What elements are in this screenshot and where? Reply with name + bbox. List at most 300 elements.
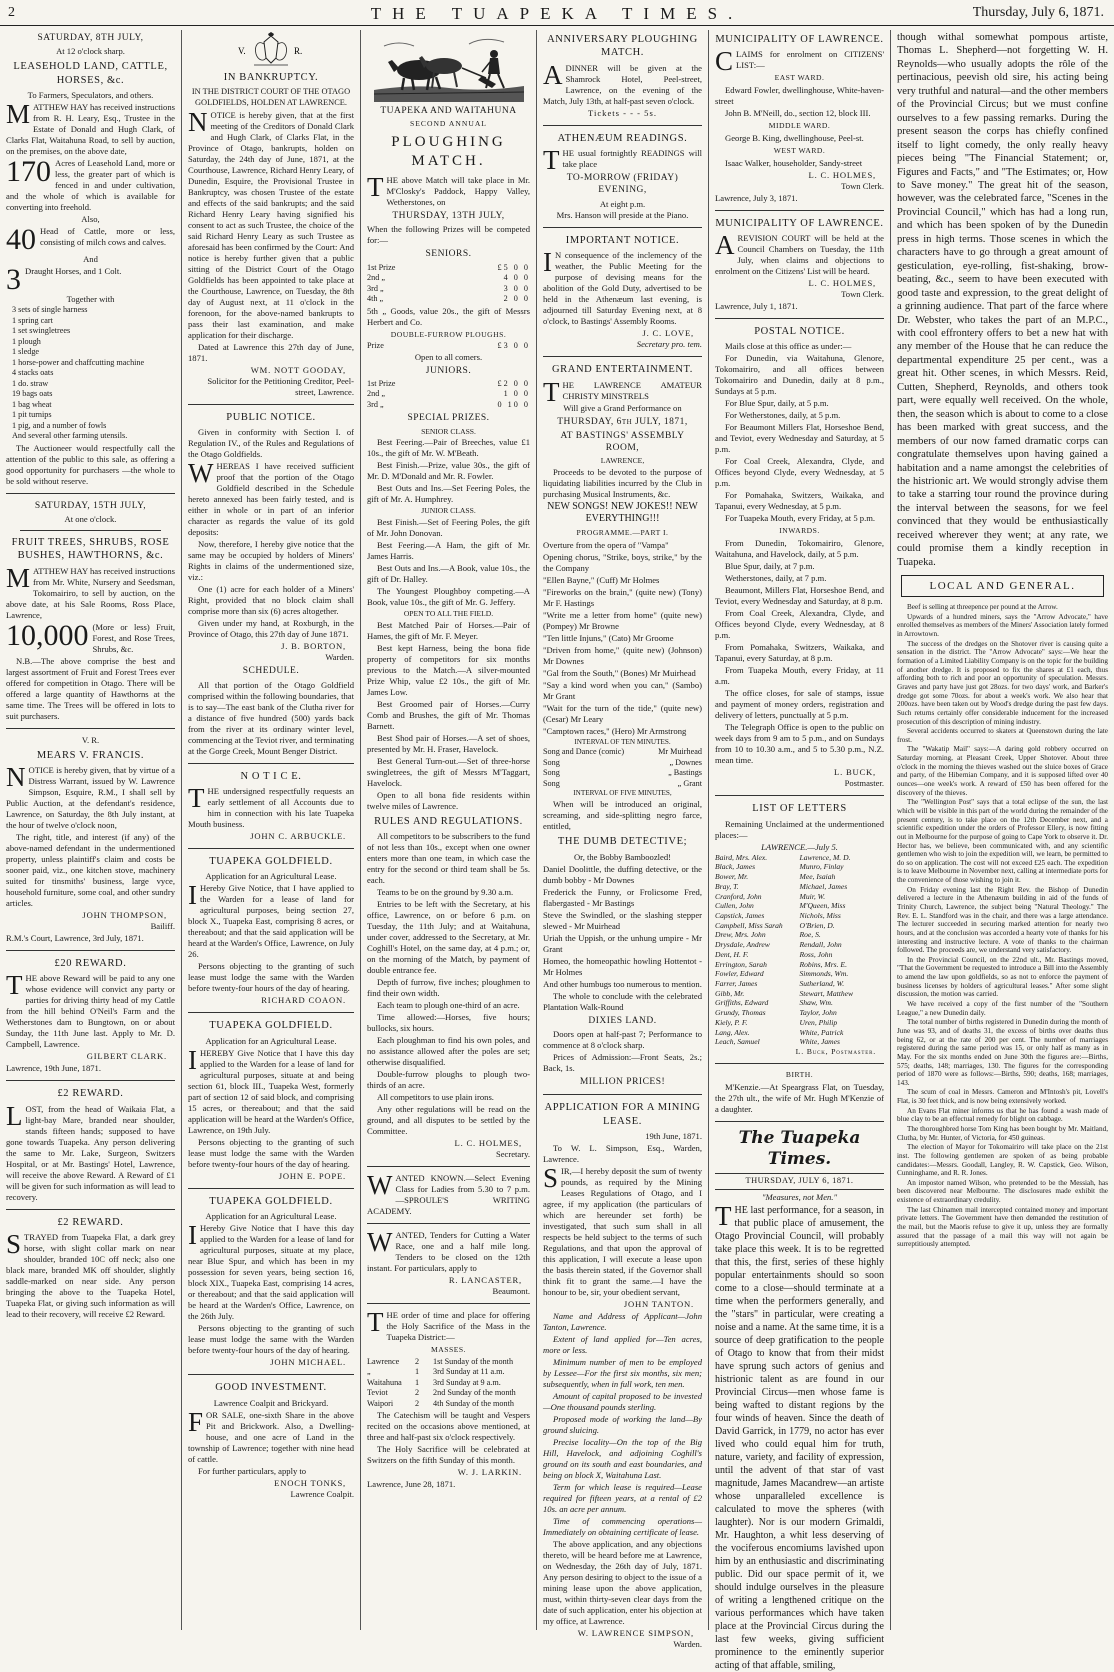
notice-heading: POSTAL NOTICE. bbox=[754, 326, 845, 338]
notice-heading: MUNICIPALITY OF LAWRENCE. bbox=[715, 34, 884, 45]
lease-application: SIR,—I hereby deposit the sum of twenty pounds, as required by the Mining Leases Regulations of Otago, and I agree, if my application (the particulars of which are hereunder set forth) be investigated, that such sum shall in all respects be held subject to the terms of such Regulations, and that upon the approval of this application, I will execute a lease upon the basis therein stated, if the Governor shall think fit to grant the same.—I have the honour to be, sir, your obedient servant, bbox=[543, 1163, 702, 1298]
letters-place: LAWRENCE.—July 5. bbox=[761, 841, 838, 852]
mass-row bbox=[367, 1367, 530, 1378]
signature-role: Warden. bbox=[325, 652, 354, 663]
signature: JOHN THOMPSON, bbox=[82, 910, 167, 920]
public-notice-body: Given under my hand, at Roxburgh, in the Province of Otago, this 27th day of June 1871. bbox=[188, 618, 354, 640]
mass-place: Lawrence bbox=[367, 1356, 400, 1366]
lot-number: 170 bbox=[6, 155, 51, 189]
mass-count: 2 bbox=[415, 1398, 420, 1408]
prize-row bbox=[367, 263, 530, 274]
notice-heading: TUAPEKA GOLDFIELD. bbox=[209, 855, 333, 867]
court-heading: IN THE DISTRICT COURT OF THE OTAGO GOLDFIELDS, HOLDEN AT LAWRENCE. bbox=[191, 87, 351, 108]
rule: Time allowed:—Horses, five hours; bullocks, six hours. bbox=[367, 1012, 530, 1034]
editorial-date: THURSDAY, JULY 6, 1871. bbox=[745, 1176, 854, 1186]
class-subheading: OPEN TO ALL THE FIELD. bbox=[403, 609, 494, 619]
farce-title: THE DUMB DETECTIVE; bbox=[557, 836, 688, 848]
class-heading: SPECIAL PRIZES. bbox=[407, 413, 490, 424]
ward-heading: MIDDLE WARD. bbox=[768, 121, 831, 131]
dateline: Lawrence, July 1, 1871. bbox=[715, 301, 798, 312]
minstrels-venue: AT BASTINGS' ASSEMBLY ROOM, bbox=[560, 430, 685, 453]
list-item: Farrer, James bbox=[715, 978, 758, 988]
column-2 bbox=[181, 30, 360, 1630]
list-item: M'Queen, Miss bbox=[799, 901, 846, 911]
mass-notice: THE order of time and place for offering the Holy Sacrifice of the Mass in the Tuapeka District:— bbox=[367, 1307, 530, 1343]
programme-item: "Write me a letter from home" (quite new) (Pompey) Mr Browne bbox=[543, 610, 702, 631]
paper-title: THE TUAPEKA TIMES. bbox=[370, 4, 744, 23]
mass-row bbox=[367, 1378, 530, 1389]
cast-item: Daniel Doolittle, the duffing detective, or the dumb bobby - Mr Downes bbox=[543, 863, 702, 885]
mass-note: The Catechism will be taught and Vespers recited on the occasions above mentioned, at three and half-past six o'clock respectively. bbox=[367, 1410, 530, 1443]
meeting-notice: IN consequence of the inclemency of the weather, the Public Meeting for the purpose of devising means for the abolition of the Gold Duty, advertised to be held in the Athenæum last evening, is adjourned till Saturday Evening next, at 8 o'clock, to Bastings' Assembly Rooms. bbox=[543, 247, 702, 327]
lease-detail: Name and Address of Applicant—John Tanton, Lawrence. bbox=[543, 1311, 702, 1333]
mass-time: 3rd Sunday at 11 a.m. bbox=[433, 1367, 505, 1377]
list-item: Michael, James bbox=[799, 881, 848, 891]
notice-heading: ANNIVERSARY PLOUGHING MATCH. bbox=[547, 34, 698, 59]
sale-title: LEASEHOLD LAND, CATTLE, HORSES, &c. bbox=[13, 61, 168, 86]
lot-40 bbox=[6, 223, 175, 257]
masthead bbox=[0, 0, 1114, 26]
list-item: 1 plough bbox=[12, 336, 41, 346]
match-org: TUAPEKA AND WAITAHUNA bbox=[380, 106, 517, 116]
distress-notice: NOTICE is hereby given, that by virtue of a Distress Warrant, issued by W. Lawrence Simpson, Esquire, R.M., I shall sell by Public Auction, at the defendant's residence, Lawrence, on Saturday, the 8th July instant, at the hour of twelve o'clock noon, bbox=[6, 762, 175, 830]
notice-heading: ATHENÆUM READINGS. bbox=[557, 132, 688, 144]
programme-item: "Say a kind word when you can," (Sambo) Mr Grant bbox=[543, 680, 702, 701]
prize-row bbox=[367, 341, 530, 352]
readings-notice: THE usual fortnightly READINGS will take place bbox=[543, 145, 702, 176]
residency-note: Open to all bona fide residents within twelve miles of Lawrence. bbox=[367, 789, 530, 811]
mail-schedule: For Pomahaka, Switzers, Waikaka, and Tapanui, every Wednesday, at 5 p.m. bbox=[715, 490, 884, 512]
programme-row bbox=[543, 747, 702, 758]
special-prize: Best Shod pair of Horses.—A set of shoes, presented by Mr. H. Fraser, Havelock. bbox=[367, 732, 530, 754]
editorial-body: THE last performance, for a season, in that public place of amusement, the Otago Provincial Council, will probably take place this week. It is to be regretted that this, the first, series of these highly popular entertainments should so soon come to a close—should terminate at a time when the performers generally, and the "stars" in particular, were creating a noise and a name. At the same time, it is a source of deep gratification to the people of Otago to know that from their midst have sprung such actors of genius and histrionic talent as are found in our Provincial Circus—men whose fame is being wafted to distant regions by the four winds of heaven. Since the death of David Garrick, in 1779, no actor has ever lived who could equal him for truth, nature, variety, and facility of expression, until the advent of that star of vast magnitude, James Macandrew—an artiste whose unparalleled excellence is calculated to move the spheres (with laughter). Nor is our modern Grimaldi, Mr. Haughton, a whit less deserving of the vociferous encomiums lavished upon him by an enthusiastic and discriminating public. Did our space permit of it, we should indulge ourselves in the pleasure of writing a lengthened critique on the various performances which have taken place at the Provincial Circus during the last few weeks, giving sufficient prominence to the eminently superior acting of that affable, smiling, bbox=[715, 1200, 884, 1671]
list-item: Cullen, John bbox=[715, 901, 754, 911]
programme-performer: Mr Muirhead bbox=[658, 747, 702, 757]
lease-objection: Persons objecting to the granting of such lease must lodge the same with the Warden before twenty-four hours of the day of hearing. bbox=[188, 1323, 354, 1356]
special-prize: Best Finish.—Set of Feering Poles, the gift of Mr. John Donovan. bbox=[367, 517, 530, 539]
prize-amount: 4 0 0 bbox=[503, 273, 530, 283]
prices-note: Prices of Admission:—Front Seats, 2s.; Back, 1s. bbox=[543, 1052, 702, 1074]
notice-heading: TUAPEKA GOLDFIELD. bbox=[209, 1195, 333, 1207]
mass-count: 1 bbox=[415, 1377, 420, 1387]
list-item: Lang, Alex. bbox=[715, 1027, 750, 1037]
ward-claim: John B. M'Neill, do., section 12, block III. bbox=[725, 108, 871, 119]
mail-schedule: For Beaumont Millers Flat, Horseshoe Bend, and Teviot, every Wednesday and Saturday, at 5 p.m. bbox=[715, 422, 884, 455]
lot-3 bbox=[6, 263, 175, 297]
prize-place: 4th „ bbox=[367, 294, 384, 304]
mass-time: 1st Sunday of the month bbox=[433, 1356, 514, 1366]
interval-note: INTERVAL OF TEN MINUTES. bbox=[574, 738, 671, 746]
special-prize: Best kept Harness, being the bona fide property of competitors for six months previous to the Match.—A silver-mounted Prize Whip, value £2 10s., the gift of Mr. James Low. bbox=[367, 642, 530, 697]
list-item: Ross, John bbox=[799, 949, 833, 959]
programme-item: "Driven from home," (quite new) (Johnson) Mr Downes bbox=[543, 645, 702, 666]
rule: Double-furrow ploughs to plough two-thirds of an acre. bbox=[367, 1069, 530, 1091]
notice-subheading: Application for an Agricultural Lease. bbox=[205, 1211, 337, 1222]
list-item: Mee, Isaiah bbox=[799, 872, 836, 882]
ward-claim: George B. King, dwellinghouse, Peel-st. bbox=[725, 132, 864, 143]
list-item: Drew, Mrs. John bbox=[715, 930, 766, 940]
issue-date: Thursday, July 6, 1871. bbox=[972, 5, 1104, 20]
programme-row bbox=[543, 779, 702, 790]
list-item: Munro, Finlay bbox=[799, 862, 844, 872]
mail-schedule: For Blue Spur, daily, at 5 p.m. bbox=[725, 398, 829, 409]
signature-role: Beaumont. bbox=[492, 1286, 530, 1297]
notice-subheading: Application for an Agricultural Lease. bbox=[205, 1035, 337, 1046]
readings-piano: Mrs. Hanson will preside at the Piano. bbox=[556, 209, 689, 220]
rule: Entries to be left with the Secretary, at his office, Lawrence, on or before 6 p.m. on Tuesday, the 11th July; and at Waitahuna, under cover, addressed to the Secretary, at Mr. Coghill's Hotel, on the same day, at 4 p.m.; or, on the morning of the Match, by payment of double entrance fee. bbox=[367, 899, 530, 976]
list-item: Campbell, Miss Sarah bbox=[715, 920, 783, 930]
local-general-heading: LOCAL AND GENERAL. bbox=[901, 575, 1104, 597]
notice-subheading: Application for an Agricultural Lease. bbox=[205, 871, 337, 882]
auction-notice: MATTHEW HAY has received instructions from Mr. White, Nursery and Seedsman, Tokomairiro, to sell by auction, on the above date, at his Sale Rooms, Ross Place, Lawrence, bbox=[6, 562, 175, 620]
wanted-notice: WANTED KNOWN.—Select Evening Class for Ladies from 5.30 to 7 p.m. —SPROULE'S WRITING ACADEMY. bbox=[367, 1170, 530, 1217]
list-item: Stewart, Matthew bbox=[799, 988, 854, 998]
special-prize: Best Groomed pair of Horses.—Curry Comb and Brushes, the gift of Mr. Thomas Barnett. bbox=[367, 698, 530, 731]
notice-heading: GOOD INVESTMENT. bbox=[215, 1382, 327, 1394]
vr-label: V. R. bbox=[81, 734, 100, 745]
mail-schedule: For Wetherstones, daily, at 5 p.m. bbox=[725, 410, 841, 421]
list-item: Leach, Samuel bbox=[715, 1037, 760, 1047]
signature-role: Town Clerk. bbox=[841, 180, 884, 191]
finale-note: The whole to conclude with the celebrated Plantation Walk-Round bbox=[543, 990, 702, 1012]
rule: Depth of furrow, five inches; ploughmen to find their own width. bbox=[367, 977, 530, 999]
programme-item: "Ten little Injuns," (Cato) Mr Groome bbox=[543, 633, 674, 643]
lease-detail: Time of commencing operations—Immediately on obtaining certificate of lease. bbox=[543, 1516, 702, 1538]
signature: L. C. HOLMES, bbox=[808, 169, 876, 180]
list-item: 1 do. straw bbox=[12, 378, 49, 388]
mass-count: 2 bbox=[415, 1356, 420, 1366]
rules-heading: RULES AND REGULATIONS. bbox=[374, 815, 523, 827]
news-item: Beef is selling at threepence per pound at the Arrow. bbox=[907, 603, 1058, 612]
special-prize: Best Finish.—Prize, value 30s., the gift of Mr. D. M'Donald and Mr. R. Fowler. bbox=[367, 460, 530, 482]
match-title: PLOUGHING MATCH. bbox=[391, 133, 506, 170]
notice-heading: TUAPEKA GOLDFIELD. bbox=[209, 1020, 333, 1032]
cast-item: Steve the Swindled, or the slashing stepper slewed - Mr Muirhead bbox=[543, 909, 702, 931]
cast-item: Homeo, the homeopathic howling Hottentot - Mr Holmes bbox=[543, 955, 702, 977]
list-item: 4 stacks oats bbox=[12, 368, 54, 378]
programme-performer: „ Grant bbox=[677, 778, 702, 788]
reward-heading: £2 REWARD. bbox=[57, 1216, 124, 1228]
lease-detail: Term for which lease is required—Lease required for fifteen years, at a rental of £2 10s. an acre per annum. bbox=[543, 1482, 702, 1515]
news-item: We have received a copy of the first number of the "Southern League," a new Dunedin daily. bbox=[897, 1000, 1108, 1017]
minstrels-date: THURSDAY, 6th JULY, 1871, bbox=[557, 416, 688, 427]
column-4 bbox=[536, 30, 708, 1650]
mail-schedule: From Dunedin, Tokomairiro, Glenore, Waitahuna, and Havelock, daily, at 5 p.m. bbox=[715, 538, 884, 560]
news-item: In the Provincial Council, on the 22nd ult., Mr. Bastings moved, "That the Government be requested to introduce a Bill into the Assembly to amend the law upon goldfields, so as not to enforce the payment of business licenses by holders of agricultural leases." After some slight discussion, the motion was carried. bbox=[897, 955, 1108, 999]
lease-notice: IHereby Give Notice, that I have applied to the Warden for a lease of land for agricultural purposes, being section 27, block X., Tuapeka East, comprising 8 acres, or thereabout; and that the said application will be heard at the Warden's Office, Lawrence, on July 26. bbox=[188, 880, 354, 960]
prize-row bbox=[367, 389, 530, 400]
prize-fifth: 5th „ Goods, value 20s., the gift of Messrs Herbert and Co. bbox=[367, 305, 530, 327]
mass-place: Waipori bbox=[367, 1398, 394, 1408]
prize-row bbox=[367, 284, 530, 295]
programme-item: "Fireworks on the brain," (quite new) (Tony) Mr F. Hastings bbox=[543, 587, 702, 608]
rule: Each team to plough one-third of an acre. bbox=[377, 1000, 520, 1011]
list-item: Grundy, Thomas bbox=[715, 1008, 766, 1018]
mass-count: 1 bbox=[415, 1367, 420, 1377]
prize-row bbox=[367, 273, 530, 284]
prize-amount: 2 0 0 bbox=[503, 294, 530, 304]
cast-item: Uriah the Uppish, or the unhung umpire - Mr Grant bbox=[543, 932, 702, 954]
programme-heading: PROGRAMME.—PART I. bbox=[576, 528, 669, 538]
signature-role: Town Clerk. bbox=[841, 289, 884, 300]
birth-heading: BIRTH. bbox=[785, 1069, 814, 1079]
list-item: 1 pit turnips bbox=[12, 410, 52, 420]
list-item: Black, James bbox=[715, 862, 756, 872]
signature: L. Buck, Postmaster. bbox=[795, 1047, 876, 1056]
column-5 bbox=[708, 30, 890, 1671]
list-item: Muir, W. bbox=[799, 891, 826, 901]
royal-arms-v: V. bbox=[238, 46, 246, 56]
lease-addressee: To W. L. Simpson, Esq., Warden, Lawrence. bbox=[543, 1143, 702, 1165]
mail-schedule: From Coal Creek, Alexandra, Clyde, and Offices beyond Clyde, every Wednesday, at 8 p.m. bbox=[715, 608, 884, 641]
auction-notice: MATTHEW HAY has received instructions from R. H. Leary, Esq., Trustee in the Estate of Donald and Hugh Clark, of Clarks Flat, Waitahuna Road, to sell by auction, on the premises, on the above date, bbox=[6, 99, 175, 157]
list-item: White, James bbox=[799, 1037, 840, 1047]
sale-items bbox=[6, 305, 175, 442]
news-item: The thoroughbred horse Tom King has been bought by Mr. Maitland, Clutha, by Mr. Hunter, of Victoria, for 450 guineas. bbox=[897, 1125, 1108, 1142]
signature: RICHARD COAON. bbox=[261, 995, 346, 1006]
telegraph-hours: The Telegraph Office is open to the public on week days from 9 am to 5 p.m., and on Sundays from 10 to 10.30 a.m., and 5 to 5.30 p.m., N.Z. mean time. bbox=[715, 722, 884, 766]
list-item: And several other farming utensils. bbox=[12, 431, 128, 441]
rule: All competitors to use plain irons. bbox=[377, 1092, 494, 1103]
farce-intro: When will be introduced an original, screaming, and side-splitting negro farce, entitled, bbox=[543, 799, 702, 832]
prize-place: 3rd „ bbox=[367, 283, 384, 293]
rule: Each ploughman to find his own poles, and no assistance allowed after the poles are set; otherwise disqualified. bbox=[367, 1035, 530, 1068]
programme-item: Opening chorus, "Strike, boys, strike," by the the Company bbox=[543, 552, 702, 573]
minstrels-intro: Will give a Grand Performance on bbox=[563, 402, 682, 413]
public-notice-body: WHEREAS I have received sufficient proof that the portion of the Otago Goldfield described in the Schedule hereto annexed has been fairly tested, and is either in whole or in part of an inferior character as regards the value of its gold deposits: bbox=[188, 458, 354, 538]
birth-notice: M'Kenzie.—At Speargrass Flat, on Tuesday, the 27th ult., the wife of Mr. Hugh M'Kenzie of a daughter. bbox=[715, 1081, 884, 1114]
notice-heading: MUNICIPALITY OF LAWRENCE. bbox=[715, 217, 884, 229]
ward-claim: Edward Fowler, dwellinghouse, White-haven-street bbox=[715, 85, 884, 107]
list-item: 1 horse-power and chaffcutting machine bbox=[12, 357, 145, 367]
notice-heading: GRAND ENTERTAINMENT. bbox=[552, 364, 693, 376]
signature: GILBERT CLARK. bbox=[86, 1051, 167, 1062]
match-notice: THE above Match will take place in Mr. M'Closky's Paddock, Happy Valley, Wetherstones, on bbox=[367, 172, 530, 208]
prize-amount: 1 0 0 bbox=[503, 389, 530, 399]
mass-time: 4th Sunday of the month bbox=[433, 1398, 514, 1408]
rule: All competitors to be subscribers to the fund of not less than 10s., except when one owner enters more than one team, in which case the entry for the second or third team shall be 5s. each. bbox=[367, 831, 530, 886]
prize-amount: £2 0 0 bbox=[497, 378, 530, 388]
news-item: The scum of coal in Messrs. Cameron and M'Intosh's pit, Lovell's Flat, is 30 feet thick, and is now being extensively worked. bbox=[897, 1088, 1108, 1106]
programme-act: Song bbox=[543, 778, 560, 788]
notice-heading: PUBLIC NOTICE. bbox=[226, 411, 316, 423]
masses-heading: MASSES. bbox=[431, 1345, 466, 1355]
auctioneer-note: The Auctioneer would respectfully call the attention of the public to this sale, as offering a good opportunity for purchasers —the whole to be sold without reserve. bbox=[6, 442, 175, 486]
letters-col-right bbox=[800, 853, 885, 1047]
editorial-masthead: The Tuapeka Times. bbox=[738, 1127, 861, 1170]
lot-number: 40 bbox=[6, 223, 36, 257]
programme-act: Song bbox=[543, 757, 560, 767]
million-prices: MILLION PRICES! bbox=[579, 1077, 666, 1088]
programme-act: Song and Dance (comic) bbox=[543, 747, 625, 757]
sale-date-heading: SATURDAY, 15TH JULY, bbox=[34, 500, 147, 511]
news-item: An Evans Flat miner informs us that he has found a wash made of blue clay to be an effectual remedy for blight on cabbage. bbox=[897, 1106, 1108, 1124]
dateline: Lawrence, July 3, 1871. bbox=[715, 192, 798, 203]
dinner-notice: ADINNER will be given at the Shamrock Hotel, Peel-street, Lawrence, on the evening of the Match, July 13th, at half-past seven o'clock. bbox=[543, 59, 702, 106]
match-edition: SECOND ANNUAL bbox=[410, 119, 487, 129]
lease-detail: Precise locality—On the top of the Big Hill, Havelock, and adjoining Coghill's ground on its south and east boundaries, and being on block X, Waitahuna Last. bbox=[543, 1437, 702, 1481]
list-item: 1 pig, and a number of fowls bbox=[12, 420, 107, 430]
schedule-body: All that portion of the Otago Goldfield comprised within the following boundaries, that is to say—The east bank of the Clutha river for a distance of five hundred (500) yards back from the river at its ordinary winter level, commencing at the Teviot river, and terminating at the Gorge Creek, Mount Benger District. bbox=[188, 679, 354, 756]
special-prize: Best Feering.—A Ham, the gift of Mr. James Harris. bbox=[367, 540, 530, 562]
programme-row bbox=[543, 758, 702, 769]
signature-role: Warden. bbox=[673, 1639, 702, 1650]
sale-notice: FOR SALE, one-sixth Share in the above Pit and Brickwork. Also, a Dwelling-house, and one acre of Land in the township of Lawrence; together with nine head of cattle. bbox=[188, 1406, 354, 1464]
news-item: An impostor named Wilson, who pretended to be the Messiah, has been discovered near Melbourne. The disclosures made exhibit the existence of extraordinary credulity. bbox=[897, 1178, 1108, 1205]
special-prize: Best Feering.—Pair of Breeches, value £1 10s., the gift of Mr. W. M'Beath. bbox=[367, 437, 530, 459]
lot-10000 bbox=[6, 618, 175, 655]
sale-title: FRUIT TREES, SHRUBS, ROSE BUSHES, HAWTHORNS, &c. bbox=[11, 536, 170, 562]
letters-col-left bbox=[715, 853, 800, 1047]
news-item: The last Chinamen mail intercepted contained money and important private letters. The Government have then demanded the restitution of the mail, but the Maoris refuse to give it up, unless they are formally assured that the passage of a mail this way will not again be surreptitiously attempted. bbox=[897, 1205, 1108, 1249]
list-item: Drysdale, Andrew bbox=[715, 940, 770, 950]
nb-note: N.B.—The above comprise the best and largest assortment of Fruit and Forest Trees ever offered for competition in Otago. There will be offered a large quantity of Hawthorns at the same time. The Trees will be offered in lots to suit purchasers. bbox=[6, 655, 175, 721]
news-item: Several accidents occurred to skaters at Queenstown during the late frost. bbox=[897, 727, 1108, 744]
list-item: O'Brien, D. bbox=[799, 920, 835, 930]
news-item: The "Wellington Post" says that a total eclipse of the sun, the last which will be visible in this part of the world during the remainder of the present century, is to take place on the 12th December next, and a scientific expedition under the orders of Professor Ellery, is now fitting out in Melbourne for the purpose of going to Cape York to observe it. Dr. Hector has, we believe, been communicated with, and any scientific gentlemen who wish to join the expedition will, we learn, be permitted to do so on application. The cost will not exceed £25 each. The expedition is to leave Melbourne in November next, calling at intermediate ports for the convenience of those wishing to join it. bbox=[897, 798, 1108, 885]
list-item: Gibb, Mr. bbox=[715, 988, 745, 998]
signature: JOHN MICHAEL. bbox=[270, 1357, 346, 1368]
prize-place: 2nd „ bbox=[367, 273, 385, 283]
mass-place: Waitahuna bbox=[367, 1377, 402, 1387]
sale-date-heading: SATURDAY, 8TH JULY, bbox=[37, 33, 144, 43]
lease-notice: IHEREBY Give Notice that I have this day applied to the Warden for a lease of land for agricultural purposes, situate at and being section 61, block III., Tuapeka West, formerly part of section 12 of said block, and comprising 15 acres, or thereabout; and that the said application will be heard at the Warden's Office, Lawrence, on 19th July. bbox=[188, 1044, 354, 1135]
prize-row bbox=[367, 379, 530, 390]
class-heading: JUNIORS. bbox=[425, 365, 472, 376]
match-intro: When the following Prizes will be competed for:— bbox=[367, 224, 530, 246]
news-item: Upwards of a hundred miners, says the "Arrow Advocate," have enrolled themselves as members of the Miners' Association lately formed in Arrowtown. bbox=[897, 612, 1108, 639]
list-item: 1 set swingletrees bbox=[12, 326, 71, 336]
together-label: Together with bbox=[66, 294, 115, 305]
list-item: 1 sledge bbox=[12, 347, 40, 357]
enrolment-notice: CLAIMS for enrolment on CITIZENS' LIST:— bbox=[715, 46, 884, 77]
signature: W. LAWRENCE SIMPSON, bbox=[577, 1628, 694, 1639]
special-prize: Best Matched Pair of Horses.—Pair of Hames, the gift of Mr. F. Meyer. bbox=[367, 619, 530, 641]
dateline: 19th June, 1871. bbox=[645, 1131, 702, 1142]
list-item: Dent, H. F. bbox=[715, 949, 749, 959]
mass-note: The Holy Sacrifice will be celebrated at Switzers on the fifth Sunday of this month. bbox=[367, 1444, 530, 1466]
interval-note: INTERVAL OF FIVE MINUTES, bbox=[573, 789, 672, 798]
programme-item: Overture from the opera of "Vampa" bbox=[543, 540, 669, 550]
signature-role: Lawrence Coalpit. bbox=[290, 1488, 354, 1499]
rule: Teams to be on the ground by 9.30 a.m. bbox=[377, 887, 514, 898]
news-item: The success of the dredges on the Shotover river is causing quite a sensation in the district. The "Arrow Advocate" says:—We hear the formation of a Limited Liability Company is on the topic for the building of another dredge. It is proposed to fix the shares at £1 each, thus affording both to rich and poor an opportunity of speculation. Messrs. Graves and party have just got 28ozs. for two days' work, and Barker's dredge got some 70ozs. for about a week's work. We also hear that 200ozs. have been taken out by Wood's dredge during the past few days. Such returns certainly offer considerable inducement for the increased prosecution of this description of mining industry. bbox=[897, 639, 1108, 726]
ward-heading: EAST WARD. bbox=[774, 73, 825, 83]
list-item: 19 bags oats bbox=[12, 389, 53, 399]
list-item: Taylor, John bbox=[799, 1008, 837, 1018]
readings-date: TO-MORROW (FRIDAY) EVENING, bbox=[566, 173, 679, 196]
letters-list bbox=[715, 853, 884, 1047]
signature-role: Secretary. bbox=[495, 1149, 530, 1160]
news-item: On Friday evening last the Right Rev. the Bishop of Dunedin delivered a lecture in the Athenæum building in aid of the funds of Trinity Church, Lawrence, the subject being "Natural Theology." The Rev. E. L. Standford was in the chair, and there was a large attendance. The lecturer succeeded in securing marked attention for nearly two hours, and at the conclusion was accorded a hearty vote of thanks for his interesting and instructive lecture. A vote of thanks to the chairman followed. The proceeds are, we understand very satisfactory. bbox=[897, 885, 1108, 955]
cast-item: And other humbugs too numerous to mention. bbox=[543, 978, 702, 989]
prize-place: 3rd „ bbox=[367, 399, 384, 409]
lot-text: Head of Cattle, more or less, consisting of milch cows and calves. bbox=[40, 226, 175, 248]
prize-place: Prize bbox=[367, 341, 384, 351]
list-item: 3 sets of single harness bbox=[12, 305, 88, 315]
cast-item: Frederick the Funny, or Frolicsome Fred, flabergasted - Mr Bastings bbox=[543, 886, 702, 908]
lot-170 bbox=[6, 155, 175, 213]
dateline: Dated at Lawrence this 27th day of June, 1871. bbox=[188, 341, 354, 363]
notice-subheading: Lawrence Coalpit and Brickyard. bbox=[213, 1397, 329, 1408]
ploughman-woodcut-icon bbox=[374, 32, 524, 102]
special-prize: Best Outs and Ins.—A Book, value 10s., the gift of Dr. Halley. bbox=[367, 563, 530, 585]
programme-act: Song bbox=[543, 768, 560, 778]
lot-text: Draught Horses, and 1 Colt. bbox=[25, 266, 122, 277]
programme-item: "Gal from the South," (Bones) Mr Muirhead bbox=[543, 668, 696, 678]
open-note: Open to all comers. bbox=[414, 351, 483, 362]
mass-time: 2nd Sunday of the month bbox=[433, 1388, 516, 1398]
mail-schedule: From Tuapeka Mouth, every Friday, at 11 a.m. bbox=[715, 665, 884, 687]
list-item: Fowler, Edward bbox=[715, 969, 764, 979]
column-6 bbox=[890, 30, 1114, 1630]
schedule-heading: SCHEDULE. bbox=[242, 666, 300, 677]
prize-amount: 0 10 0 bbox=[497, 399, 530, 409]
dateline: Lawrence, June 28, 1871. bbox=[367, 1479, 456, 1490]
lot-number: 3 bbox=[6, 263, 21, 297]
reward-notice: THE above Reward will be paid to any one whose evidence will convict any party or parties for driving thirty head of my Cattle from the hill behind O'Neil's Farm and the Wetherstones dam to Bungtown, on or about Sunday, the 11th June last. Apply to Mr. D. Campbell, Lawrence. bbox=[6, 970, 175, 1050]
lease-notice: IHereby Give Notice that I have this day applied to the Warden for a lease of land for agricultural purposes, situate at my place, near Blue Spur, and which has been in my possession for seven years, being section 16, block XIX., Tuapeka East, comprising 14 acres, or thereabout; and that the said application will be heard at the Warden's Office, Lawrence, on the 26th July. bbox=[188, 1220, 354, 1322]
prize-row bbox=[367, 400, 530, 411]
list-item: Shaw, Wm. bbox=[799, 998, 833, 1008]
match-date: THURSDAY, 13TH JULY, bbox=[392, 211, 505, 222]
sale-subtitle: To Farmers, Speculators, and others. bbox=[27, 90, 154, 101]
signature-role: Secretary pro. tem. bbox=[636, 339, 702, 350]
minstrels-banner: NEW SONGS! NEW JOKES!! NEW EVERYTHING!!! bbox=[547, 500, 698, 525]
prize-place: 1st Prize bbox=[367, 262, 396, 272]
signature-role: Postmaster. bbox=[844, 778, 884, 789]
lost-notice: LOST, from the head of Waikaia Flat, a light-bay Mare, branded near shoulder, stands fifteen hands; supposed to have gone towards Tuapeka. Any person delivering the same to Mr. Lake, Surgeon, Switzers Hospital, or at Mr. Bastings' Hotel, Lawrence, will receive the above Reward. A Reward of £1 will be given for such information as will lead to recovery. bbox=[6, 1100, 175, 1202]
mails-intro: Mails close at this office as under:— bbox=[725, 341, 852, 352]
mass-time: 3rd Sunday at 9 a.m. bbox=[433, 1377, 501, 1387]
rule: Any other regulations will be read on the ground, and all disputes to be settled by the Committee. bbox=[367, 1104, 530, 1137]
list-item: Robins, Mrs. E. bbox=[799, 959, 847, 969]
dateline: Lawrence, 19th June, 1871. bbox=[6, 1063, 101, 1074]
farce-subtitle: Or, the Bobby Bamboozled! bbox=[573, 851, 672, 862]
lease-objection: Persons objecting to the granting of such lease must lodge the same with the Warden before twenty-four hours of the day of hearing. bbox=[188, 961, 354, 994]
public-notice-intro: Given in conformity with Section I. of Regulation IV., of the Rules and Regulations of the Otago Goldfields. bbox=[188, 427, 354, 460]
bankruptcy-notice: NOTICE is hereby given, that at the first meeting of the Creditors of Donald Clark and Hugh Clark, of Clarks Flat, in the Province of Otago, bankrupts, holden on Saturday, the 24th day of June, 1871, at the Courthouse, Lawrence, Richard Henry Leary, of Dunedin, Esquire, the Provisional Trustee in Bankruptcy, was chosen Trustee of the estate and effects of the said bankrupts; and the said Richard Henry Leary having signified his consent to act as such Trustee, the choice of the said Richard Henry Leary as such Trustee as aforesaid has been confirmed by the Court: And notice is hereby further given that a public sitting of the District Court of the Otago Goldfields has been appointed to take place at the Courthouse, Lawrence, on Tuesday, the 8th day of August next, at 11 o'clock in the forenoon, for the above-named bankrupts to pass their last examination, and make application for their discharge. bbox=[188, 106, 354, 340]
prize-amount: £5 0 0 bbox=[497, 262, 530, 272]
list-item: Capstick, James bbox=[715, 910, 765, 920]
list-item: Lawrence, M. D. bbox=[799, 852, 851, 862]
list-item: Simmonds, Wm. bbox=[799, 969, 849, 979]
inwards-heading: INWARDS. bbox=[779, 526, 820, 536]
list-item: Cranford, John bbox=[715, 891, 762, 901]
mail-schedule: For Dunedin, via Waitahuna, Glenore, Tokomairiro, and all offices between Tokomairiro and Dunedin, daily at 8 p.m., Sundays at 5 p.m. bbox=[715, 353, 884, 397]
mass-place: Teviot bbox=[367, 1388, 388, 1398]
list-item: Rendall, John bbox=[799, 940, 842, 950]
minstrels-town: LAWRENCE, bbox=[600, 455, 645, 465]
news-item: The total number of births registered in Dunedin during the month of June was 93, and of deaths 31, the excess of births over deaths thus being 62, or at the rate of 200 per cent. The number of marriages registered during the same period was 15, or only half as many as in May. For the six months ended on June 30th the figures are:—Births, 575; deaths, 148; marriages, 130. The figures for the corresponding period of 1870 were as follows:—Births, 590; deaths, 168; marriages, 143. bbox=[897, 1018, 1108, 1087]
lease-hearing: The above application, and any objections thereto, will be heard before me at Lawrence, on Wednesday, the 26th day of July, 1871. Any person desiring to object to the issue of a mining lease upon the above application, must, within thirty-seven clear days from the date of such application, enter his objection at my office, at Lawrence. bbox=[543, 1539, 702, 1627]
also-label: Also, bbox=[81, 214, 100, 225]
mail-schedule: Beaumont, Millers Flat, Horseshoe Bend, and Teviot, every Wednesday and Saturday, at 8 p.m. bbox=[715, 585, 884, 607]
doors-note: Doors open at half-past 7; Performance to commence at 8 o'clock sharp. bbox=[543, 1029, 702, 1051]
list-item: Bower, Mr. bbox=[715, 872, 749, 882]
readings-time: At eight p.m. bbox=[599, 198, 646, 209]
ward-claim: Isaac Walker, householder, Sandy-street bbox=[725, 157, 863, 168]
list-item: Errington, Sarah bbox=[715, 959, 767, 969]
mail-schedule: Blue Spur, daily, at 7 p.m. bbox=[725, 561, 815, 572]
page-number: 2 bbox=[8, 5, 15, 20]
mass-place: „ bbox=[367, 1367, 371, 1377]
finale-title: DIXIES LAND. bbox=[588, 1015, 657, 1026]
ward-heading: WEST WARD. bbox=[773, 145, 826, 155]
reward-heading: £2 REWARD. bbox=[57, 1088, 124, 1100]
special-prize: The Youngest Ploughboy competing.—A Book, value 10s., the gift of Mr. G. Jeffery. bbox=[367, 586, 530, 608]
programme-item: "Ellen Bayne," (Cuff) Mr Holmes bbox=[543, 575, 660, 585]
